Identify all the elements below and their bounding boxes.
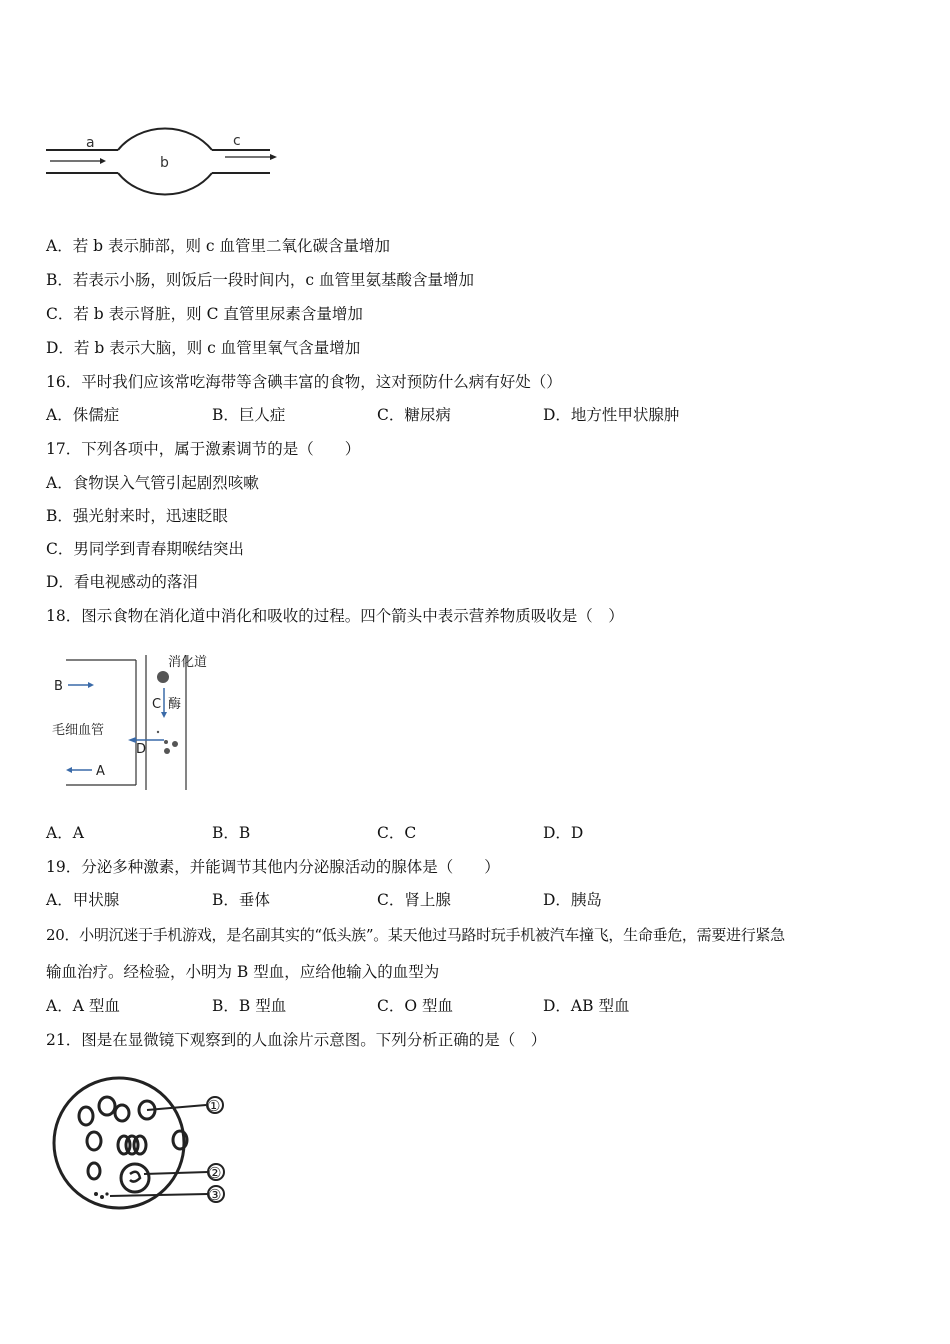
q18-option-d: D．D [543, 824, 584, 842]
arrow-a-label: A [96, 764, 105, 779]
enzyme-label: 酶 [168, 697, 182, 712]
q16-option-b: B．巨人症 [212, 406, 286, 424]
q20-option-a: A．A 型血 [46, 997, 120, 1015]
q16-option-c: C．糖尿病 [377, 406, 451, 424]
nutrient-dot [157, 731, 159, 733]
q20-option-b: B．B 型血 [212, 997, 287, 1015]
q16-option-d: D．地方性甲状腺肿 [543, 406, 680, 424]
label-c: c [233, 133, 241, 149]
q18-option-b: B．B [212, 824, 251, 842]
nutrient-dot [172, 741, 178, 747]
mark-2: ② [208, 1164, 222, 1182]
mark-1: ① [207, 1097, 221, 1115]
q17-option-a: A．食物误入气管引起剧烈咳嗽 [46, 474, 259, 492]
mark-3: ③ [208, 1186, 222, 1204]
arrow-d-label: D [136, 742, 147, 757]
arrow-c-label: C [152, 697, 162, 712]
q16-option-a: A．侏儒症 [46, 406, 120, 424]
q17-option-b: B．强光射来时，迅速眨眼 [46, 507, 228, 525]
digestive-tract-label: 消化道 [168, 655, 208, 670]
arrow-b-label: B [54, 679, 63, 694]
capillary-label: 毛细血管 [52, 723, 105, 738]
q19-stem: 19．分泌多种激素，并能调节其他内分泌腺活动的腺体是（ ） [46, 858, 500, 876]
q17-stem: 17．下列各项中，属于激素调节的是（ ） [46, 440, 361, 458]
label-a: a [86, 135, 95, 151]
q19-option-a: A．甲状腺 [46, 891, 120, 909]
digestion-absorption-diagram [46, 650, 226, 795]
label-b: b [160, 155, 169, 171]
q20-stem-line2: 输血治疗。经检验，小明为 B 型血，应给他输入的血型为 [46, 963, 440, 981]
nutrient-dot [164, 740, 168, 744]
nutrient-dot [164, 748, 170, 754]
q19-option-b: B．垂体 [212, 891, 270, 909]
blood-smear-diagram [44, 1068, 254, 1218]
q15-option-d: D．若 b 表示大脑，则 c 血管里氧气含量增加 [46, 339, 361, 357]
q18-stem: 18．图示食物在消化道中消化和吸收的过程。四个箭头中表示营养物质吸收是（ ） [46, 607, 624, 625]
q20-stem-line1: 20．小明沉迷于手机游戏，是名副其实的“低头族”。某天他过马路时玩手机被汽车撞飞，生命垂危，需要进行紧急 [46, 926, 785, 944]
q16-stem: 16．平时我们应该常吃海带等含碘丰富的食物，这对预防什么病有好处（） [46, 373, 562, 391]
q20-option-c: C．O 型血 [377, 997, 453, 1015]
q20-option-d: D．AB 型血 [543, 997, 630, 1015]
q18-option-c: C．C [377, 824, 417, 842]
q19-option-d: D．胰岛 [543, 891, 602, 909]
food-particle [157, 671, 169, 683]
organ-vessel-diagram [40, 105, 290, 220]
q18-option-a: A．A [46, 824, 84, 842]
q21-stem: 21．图是在显微镜下观察到的人血涂片示意图。下列分析正确的是（ ） [46, 1031, 547, 1049]
q19-option-c: C．肾上腺 [377, 891, 451, 909]
q15-option-b: B．若表示小肠，则饭后一段时间内，c 血管里氨基酸含量增加 [46, 271, 475, 289]
q15-option-c: C．若 b 表示肾脏，则 C 直管里尿素含量增加 [46, 305, 363, 323]
q15-option-a: A．若 b 表示肺部，则 c 血管里二氧化碳含量增加 [46, 237, 391, 255]
q17-option-c: C．男同学到青春期喉结突出 [46, 540, 244, 558]
q17-option-d: D．看电视感动的落泪 [46, 573, 198, 591]
